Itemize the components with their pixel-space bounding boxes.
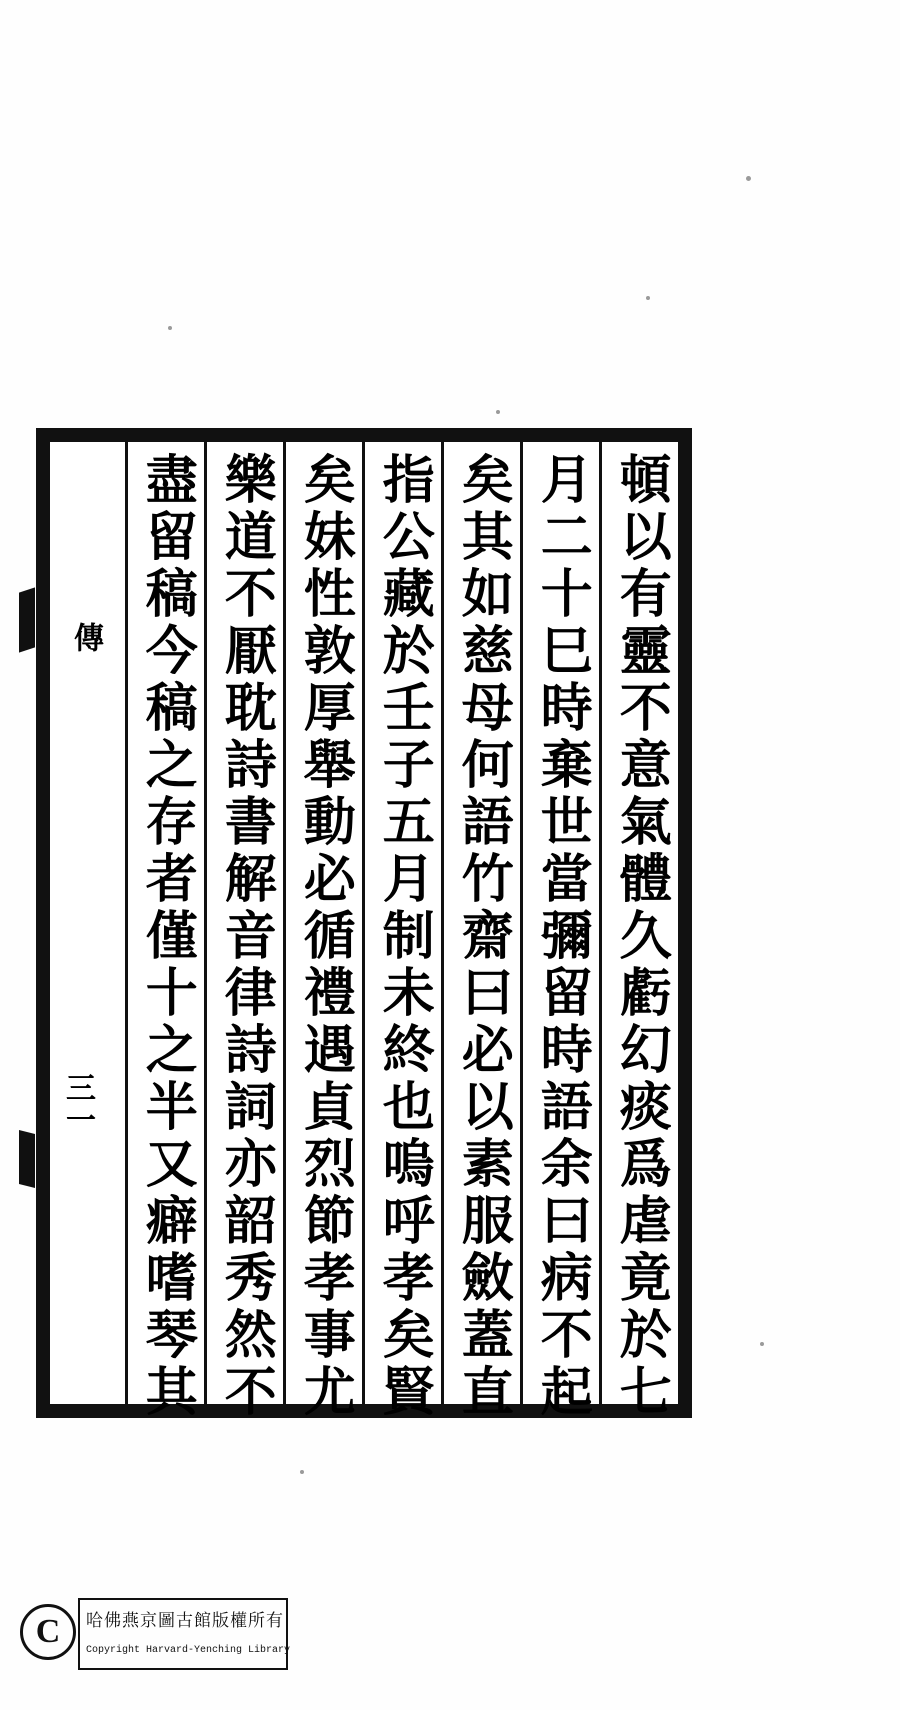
- text-column: [125, 442, 204, 1421]
- paper-speck: [168, 326, 172, 330]
- text-column: [204, 442, 283, 1421]
- book-title-label: 傳: [68, 622, 103, 654]
- paper-speck: [760, 1342, 764, 1346]
- column-text: 頓以有靈不意氣體久虧幻痰爲虐竟於七: [610, 452, 672, 1421]
- center-fold-column: [33, 442, 125, 1404]
- text-column: [362, 442, 441, 1421]
- stamp-text-box: [78, 1598, 291, 1670]
- paper-speck: [300, 1470, 304, 1474]
- copyright-icon: C: [20, 1604, 76, 1660]
- stamp-chinese-text: 哈佛燕京圖古館版權所有: [86, 1611, 284, 1631]
- paper-speck: [646, 296, 650, 300]
- fold-mark-icon: [19, 1130, 35, 1188]
- text-column: [283, 442, 362, 1421]
- text-column: [441, 442, 520, 1421]
- column-text: 矣妹性敦厚舉動必循禮遇貞烈節孝事尤: [294, 452, 356, 1421]
- text-column: [520, 442, 599, 1421]
- column-text: 矣其如慈母何語竹齋曰必以素服斂蓋直: [452, 452, 514, 1421]
- text-block-inner: [50, 442, 678, 1421]
- stamp-english-text: Copyright Harvard-Yenching Library: [86, 1645, 291, 1656]
- page-number-label: 三一: [60, 1072, 95, 1136]
- column-text: 盡留稿今稿之存者僅十之半又癖嗜琴其: [136, 452, 198, 1421]
- library-copyright-stamp: [20, 1598, 291, 1672]
- vertical-columns: [50, 442, 678, 1421]
- column-text: 指公藏於壬子五月制未終也嗚呼孝矣賢: [373, 452, 435, 1421]
- paper-speck: [496, 410, 500, 414]
- text-column: [599, 442, 678, 1421]
- text-block-frame: [36, 428, 692, 1421]
- column-text: 月二十巳時棄世當彌留時語余曰病不起: [531, 452, 593, 1421]
- fold-mark-icon: [19, 587, 35, 652]
- paper-speck: [746, 176, 751, 181]
- column-text: 樂道不厭耽詩書解音律詩詞亦韶秀然不: [215, 452, 277, 1421]
